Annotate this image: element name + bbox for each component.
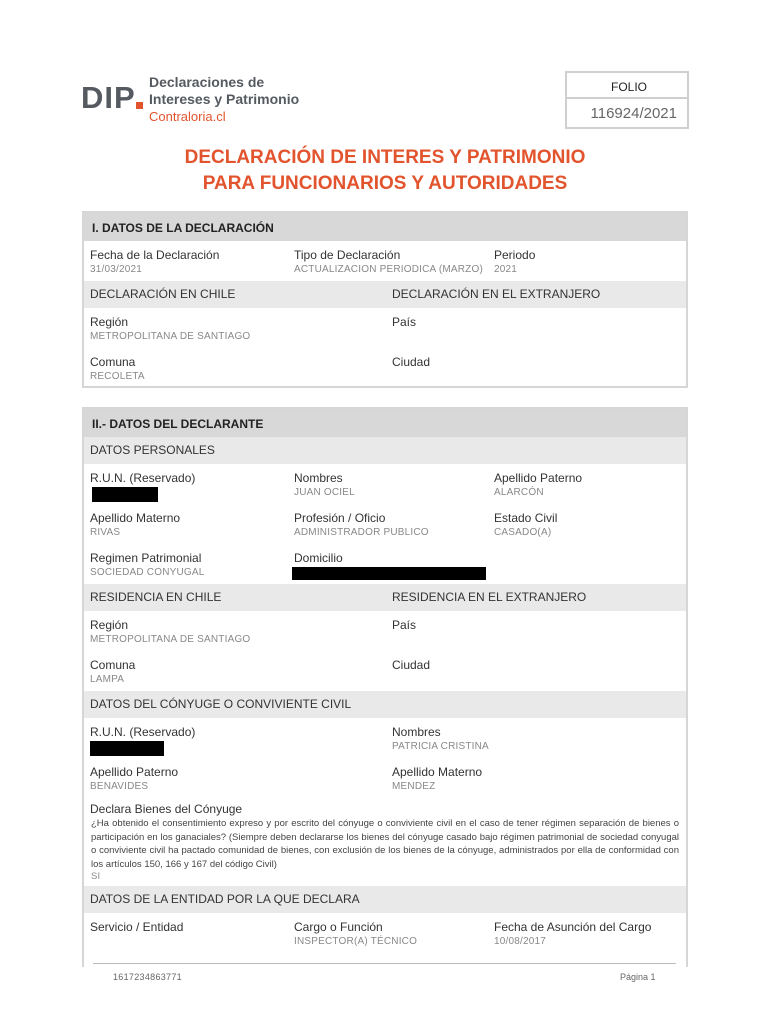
- field-label: Fecha de Asunción del Cargo: [494, 920, 652, 934]
- field-value: PATRICIA CRISTINA: [392, 741, 489, 752]
- field-value: BENAVIDES: [90, 781, 149, 792]
- redacted-domicilio: [292, 567, 486, 580]
- field-label: Cargo o Función: [294, 920, 383, 934]
- field-label: País: [392, 618, 417, 632]
- field-value: LAMPA: [90, 674, 125, 685]
- regimen-field: [90, 544, 205, 579]
- field-value: INSPECTOR(A) TÉCNICO: [294, 936, 418, 947]
- apellido-materno-field: [90, 504, 180, 539]
- bienes-conyuge-row: [84, 802, 686, 886]
- declaracion-row: [84, 241, 686, 281]
- conyuge-apellidos-row: [84, 758, 686, 798]
- entidad-row: [84, 913, 686, 953]
- field-label: Comuna: [90, 658, 136, 672]
- field-label: Ciudad: [392, 658, 431, 672]
- field-label: Tipo de Declaración: [294, 248, 401, 262]
- field-value: METROPOLITANA DE SANTIAGO: [90, 634, 251, 645]
- section-heading: II.- DATOS DEL DECLARANTE: [84, 409, 686, 437]
- field-value: MENDEZ: [392, 781, 436, 792]
- field-label: Apellido Paterno: [494, 471, 583, 485]
- field-label: Región: [90, 315, 129, 329]
- folio-box: [565, 71, 689, 129]
- field-value: METROPOLITANA DE SANTIAGO: [90, 331, 251, 342]
- field-label: Región: [90, 618, 129, 632]
- field-label: Estado Civil: [494, 511, 558, 525]
- field-label: Apellido Paterno: [90, 765, 179, 779]
- residencia-comuna-row: [84, 651, 686, 691]
- logo-line-3: Contraloria.cl: [149, 109, 226, 124]
- field-label: Ciudad: [392, 355, 431, 369]
- redacted-conyuge-run: [90, 741, 164, 756]
- comuna-field: [90, 651, 135, 686]
- section-heading: I. DATOS DE LA DECLARACIÓN: [84, 213, 686, 241]
- field-value: ALARCÓN: [494, 487, 544, 498]
- fecha-field: [90, 241, 219, 276]
- section-datos-declarante: [82, 407, 688, 967]
- domicilio-field: [294, 544, 343, 566]
- conyuge-apellido-materno-field: [392, 758, 482, 793]
- title-line-2: PARA FUNCIONARIOS Y AUTORIDADES: [202, 173, 568, 194]
- field-value: JUAN OCIEL: [294, 487, 355, 498]
- regimen-row: [84, 544, 686, 584]
- field-value: RIVAS: [90, 527, 121, 538]
- logo-line-2: Intereses y Patrimonio: [149, 91, 300, 107]
- folio-label: FOLIO: [567, 73, 687, 99]
- footer-code: 1617234863771: [113, 972, 182, 982]
- field-value: CASADO(A): [494, 527, 552, 538]
- folio-value: 116924/2021: [590, 105, 677, 122]
- region-row: [84, 308, 686, 348]
- declaracion-chile-band: [84, 281, 686, 308]
- field-label: Apellido Materno: [90, 511, 181, 525]
- conyuge-nombres-field: [392, 718, 489, 753]
- band-label: RESIDENCIA EN CHILE: [90, 590, 222, 604]
- field-label: Periodo: [494, 248, 536, 262]
- apellido-paterno-field: [494, 464, 582, 499]
- datos-personales-band: [84, 437, 686, 464]
- title-line-1: DECLARACIÓN DE INTERES Y PATRIMONIO: [184, 147, 586, 168]
- field-label: Servicio / Entidad: [90, 920, 184, 934]
- field-value: RECOLETA: [90, 371, 145, 382]
- pais-field: [392, 308, 416, 330]
- field-label: Apellido Materno: [392, 765, 483, 779]
- estado-civil-field: [494, 504, 557, 539]
- band-label: RESIDENCIA EN EL EXTRANJERO: [392, 590, 587, 604]
- comuna-field: [90, 348, 145, 383]
- cargo-field: [294, 913, 417, 948]
- region-field: [90, 611, 250, 646]
- field-value: ACTUALIZACION PERIODICA (MARZO): [294, 264, 483, 275]
- field-value: ADMINISTRADOR PUBLICO: [294, 527, 429, 538]
- profesion-field: [294, 504, 429, 539]
- logo-text: [149, 74, 299, 125]
- conyuge-band: [84, 691, 686, 718]
- region-field: [90, 308, 250, 343]
- bienes-value: SI: [91, 871, 101, 882]
- field-label: Profesión / Oficio: [294, 511, 386, 525]
- field-label: País: [392, 315, 417, 329]
- residencia-region-row: [84, 611, 686, 651]
- field-label: Fecha de la Declaración: [90, 248, 220, 262]
- band-label: DATOS DE LA ENTIDAD POR LA QUE DECLARA: [90, 892, 360, 906]
- periodo-field: [494, 241, 535, 276]
- field-label: R.U.N. (Reservado): [90, 471, 196, 485]
- logo-dot: [136, 102, 143, 109]
- bienes-text: ¿Ha obtenido el consentimiento expreso y por escrito del cónyuge o conviviente civil en el caso de tener régimen separación de bienes o participación en los ganaciales? (Siempre deben declararse los bienes del cónyuge casado bajo régimen patrimonial de sociedad conyugal o conviviente civil ha pactado comunidad de bienes, con exclusión de los bienes de la cónyuge, administrados por ella de conformidad con los artículos 150, 166 y 167 del código Civil): [91, 818, 679, 870]
- run-row: [84, 464, 686, 504]
- servicio-field: [90, 913, 183, 935]
- materno-row: [84, 504, 686, 544]
- bienes-label: Declara Bienes del Cónyuge: [90, 802, 243, 816]
- logo-mark: DIP: [81, 80, 136, 115]
- field-label: R.U.N. (Reservado): [90, 725, 196, 739]
- band-label: DECLARACIÓN EN CHILE: [90, 287, 236, 301]
- ciudad-field: [392, 348, 430, 370]
- pais-field: [392, 611, 416, 633]
- redacted-run: [92, 487, 158, 502]
- field-value: 2021: [494, 264, 518, 275]
- comuna-row: [84, 348, 686, 388]
- asuncion-field: [494, 913, 651, 948]
- conyuge-run-row: [84, 718, 686, 758]
- field-label: Regimen Patrimonial: [90, 551, 202, 565]
- field-label: Domicilio: [294, 551, 343, 565]
- residencia-band: [84, 584, 686, 611]
- band-label: DATOS PERSONALES: [90, 443, 215, 457]
- conyuge-run-field: [90, 718, 195, 740]
- conyuge-apellido-paterno-field: [90, 758, 178, 793]
- field-label: Nombres: [392, 725, 441, 739]
- field-value: 31/03/2021: [90, 264, 143, 275]
- document-title: [0, 145, 770, 197]
- logo-line-1: Declaraciones de: [149, 74, 265, 90]
- footer-divider: [93, 963, 676, 964]
- ciudad-field: [392, 651, 430, 673]
- run-field: [90, 464, 195, 486]
- nombres-field: [294, 464, 355, 499]
- band-label: DECLARACIÓN EN EL EXTRANJERO: [392, 287, 601, 301]
- band-label: DATOS DEL CÓNYUGE O CONVIVIENTE CIVIL: [90, 697, 352, 711]
- field-value: SOCIEDAD CONYUGAL: [90, 567, 205, 578]
- section-datos-declaracion: [82, 211, 688, 388]
- field-label: Nombres: [294, 471, 343, 485]
- entidad-band: [84, 886, 686, 913]
- field-value: 10/08/2017: [494, 936, 547, 947]
- page-number: Página 1: [620, 972, 656, 982]
- tipo-field: [294, 241, 483, 276]
- field-label: Comuna: [90, 355, 136, 369]
